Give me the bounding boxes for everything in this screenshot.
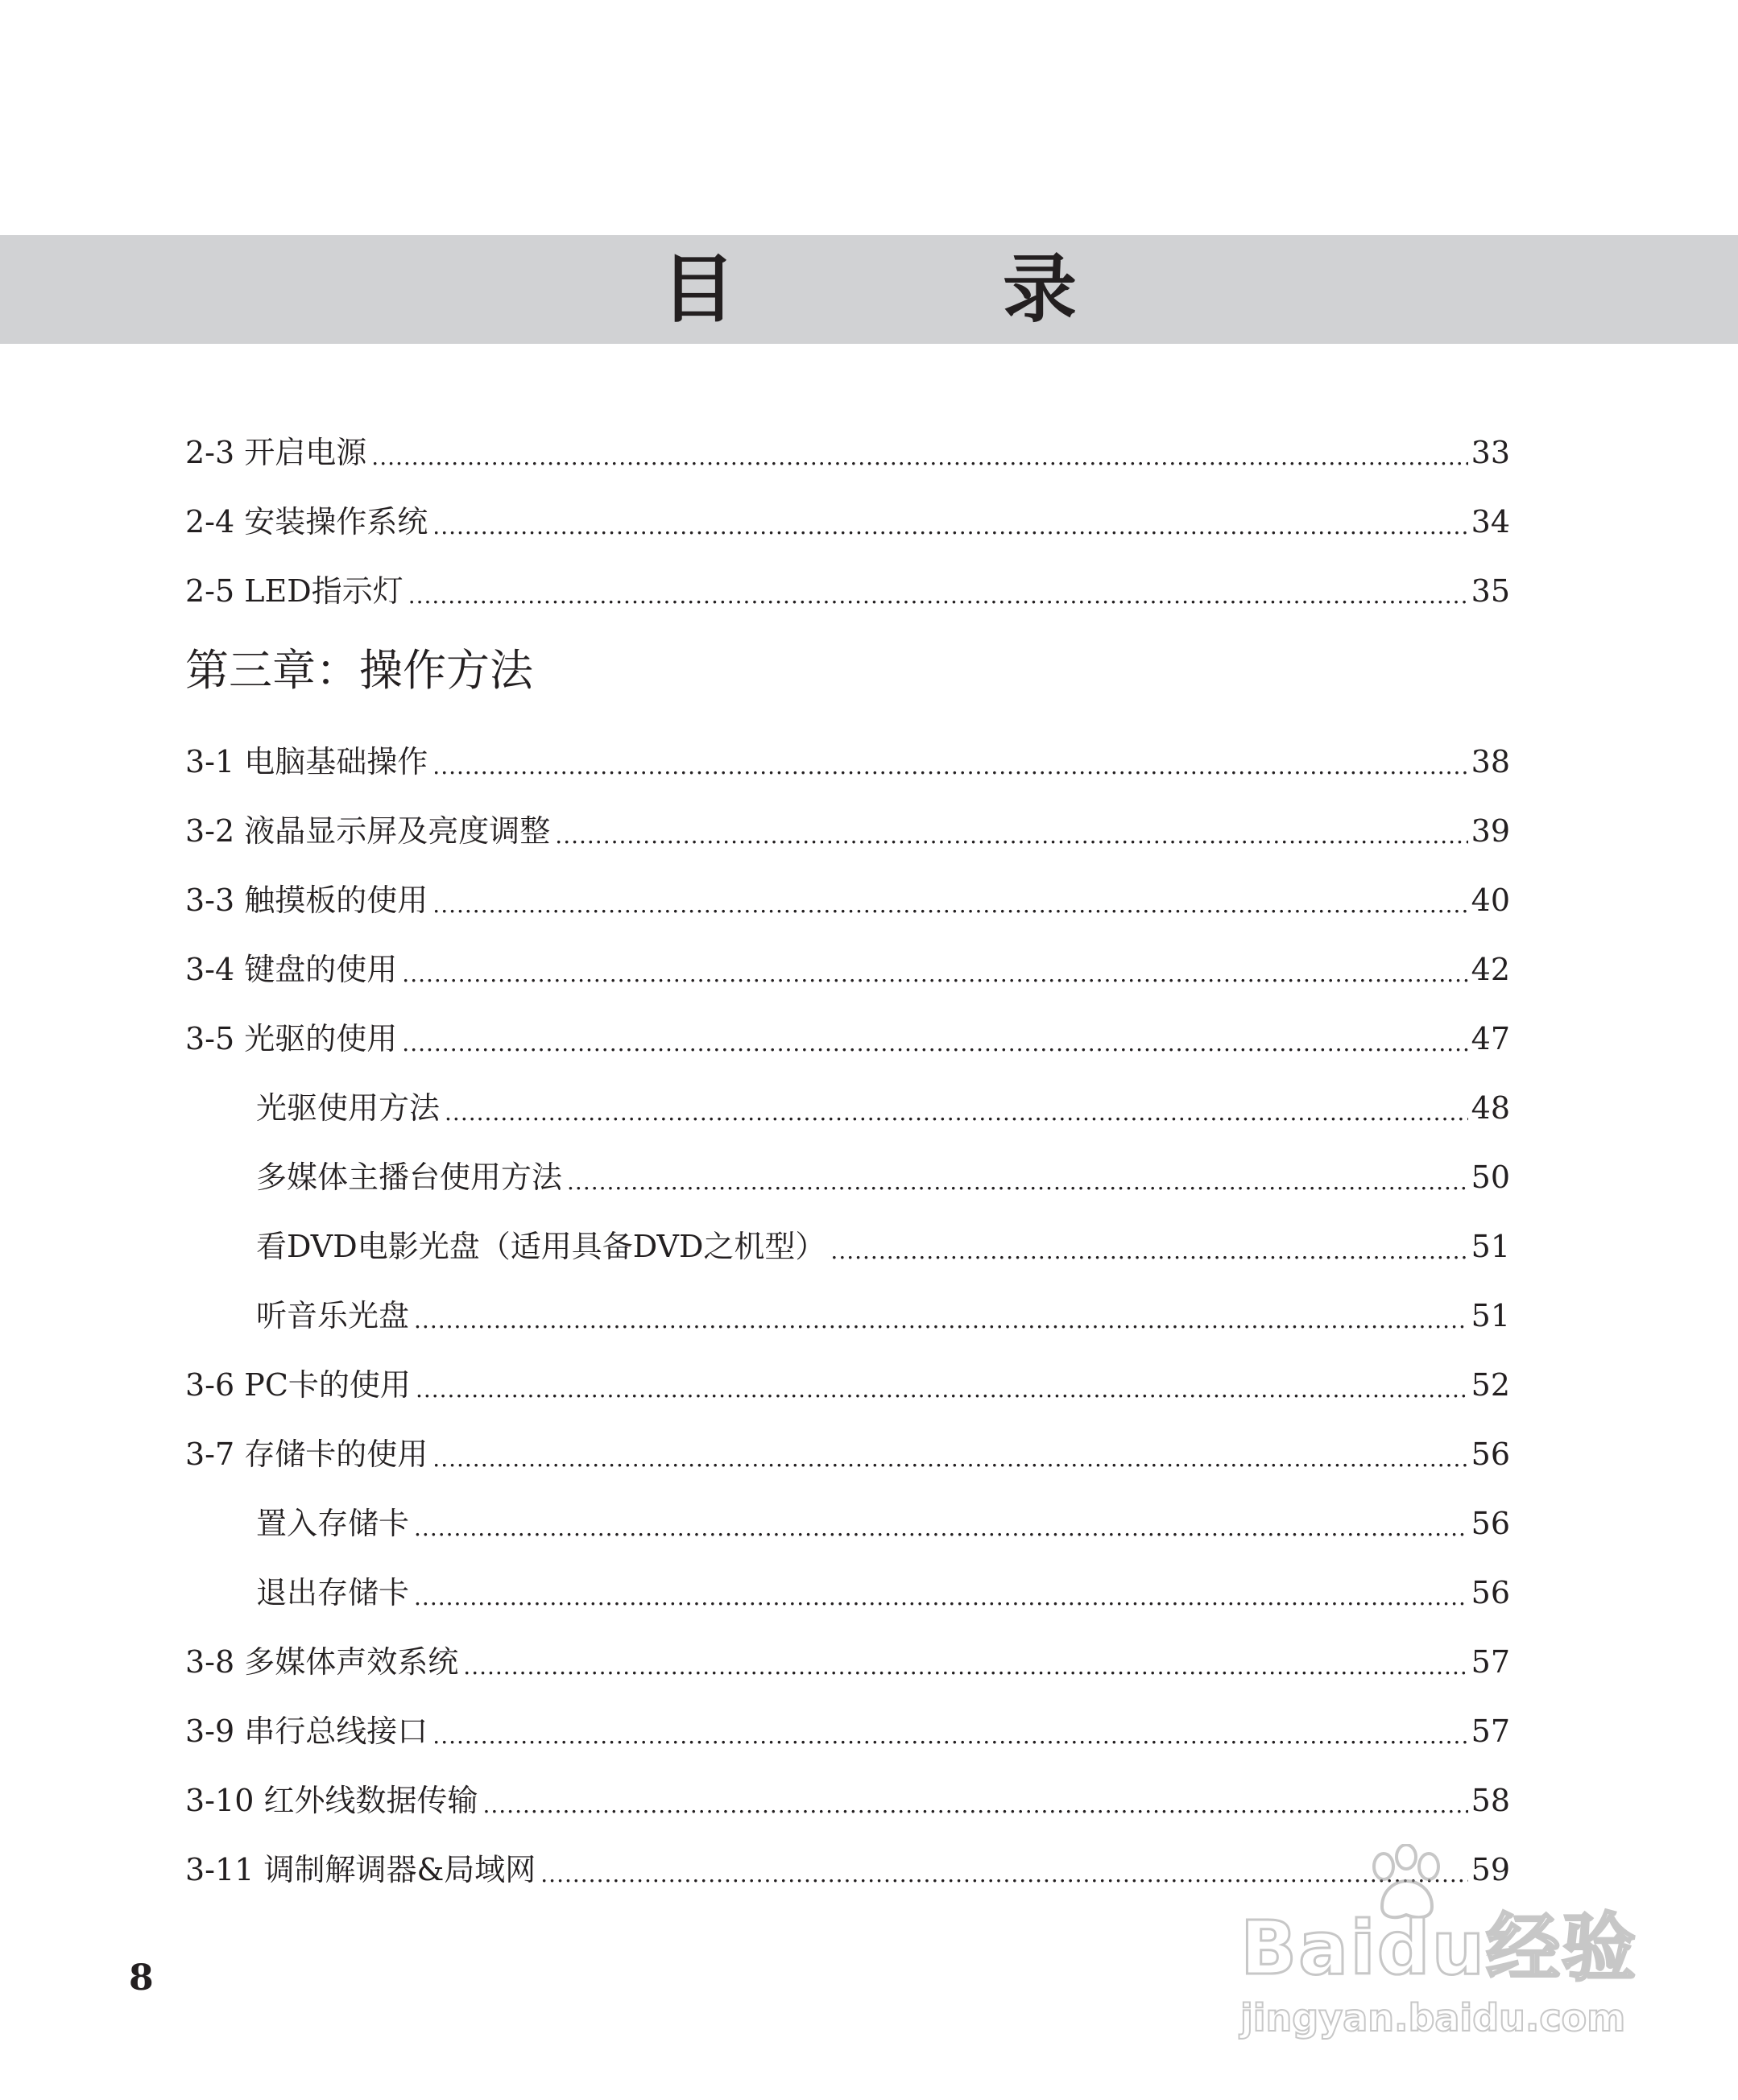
toc-entry-page: 52 <box>1471 1367 1510 1403</box>
page-title: 目 录 <box>660 246 1173 333</box>
toc-entry-page: 51 <box>1471 1229 1510 1264</box>
toc-entry-page: 47 <box>1471 1021 1510 1056</box>
dot-leader <box>416 1375 1468 1404</box>
toc-entry-label: 电脑基础操作 <box>244 744 428 779</box>
toc-entry-label: 键盘的使用 <box>244 952 398 987</box>
toc-entry-number: 3-10 <box>185 1783 264 1818</box>
toc-entry-page: 34 <box>1471 504 1510 539</box>
toc-entry <box>185 1681 1510 1751</box>
toc-entry <box>185 1543 1510 1612</box>
toc-entry-number: 3-9 <box>185 1713 245 1749</box>
toc-entry <box>185 1474 1510 1543</box>
toc-entry-label: 安装操作系统 <box>244 504 428 539</box>
toc-entry-label: 存储卡的使用 <box>244 1437 428 1472</box>
toc-entry-page: 58 <box>1471 1783 1510 1818</box>
toc-entry-label: 调制解调器&局域网 <box>263 1852 536 1887</box>
dot-leader <box>463 1652 1467 1681</box>
toc-entry <box>185 1197 1510 1266</box>
toc-entry-number: 2-3 <box>185 435 245 470</box>
page-number: 8 <box>129 1957 154 1999</box>
toc-top-list <box>185 403 1510 610</box>
toc-entry-number: 3-1 <box>185 744 245 779</box>
toc-entry <box>185 712 1510 781</box>
toc-entry-page: 48 <box>1471 1090 1510 1126</box>
toc-entry-number: 3-6 <box>185 1367 245 1403</box>
dot-leader <box>432 1445 1467 1474</box>
toc-entry-label: 红外线数据传输 <box>263 1783 478 1818</box>
toc-entry-label: 退出存储卡 <box>256 1575 410 1610</box>
chapter-heading: 第三章：操作方法 <box>185 645 533 696</box>
toc-entry-number: 2-4 <box>185 504 245 539</box>
dot-leader <box>482 1791 1467 1820</box>
toc-entry-label: LED指示灯 <box>244 573 403 609</box>
toc-entry-label: 光驱的使用 <box>244 1021 398 1056</box>
toc-entry-page: 56 <box>1471 1437 1510 1472</box>
toc-entry-label: 光驱使用方法 <box>256 1090 441 1126</box>
toc-entry-number: 2-5 <box>185 573 245 609</box>
toc-entry <box>185 541 1510 610</box>
toc-entry <box>185 1058 1510 1127</box>
dot-leader <box>408 581 1468 610</box>
toc-entry <box>185 1404 1510 1474</box>
toc-entry-page: 39 <box>1471 813 1510 849</box>
dot-leader <box>445 1098 1468 1127</box>
title-band <box>0 235 1738 344</box>
toc-entry <box>185 403 1510 472</box>
dot-leader <box>555 821 1467 850</box>
dot-leader <box>432 891 1467 920</box>
toc-entry <box>185 850 1510 920</box>
toc-entry-number: 3-2 <box>185 813 245 849</box>
toc-entry <box>185 989 1510 1058</box>
toc-entry <box>185 1751 1510 1820</box>
toc-entry <box>185 920 1510 989</box>
toc-entry-number: 3-8 <box>185 1644 245 1680</box>
dot-leader <box>432 752 1467 781</box>
toc-entry-page: 56 <box>1471 1506 1510 1541</box>
toc-entry-page: 33 <box>1471 435 1510 470</box>
toc-entry <box>185 1335 1510 1404</box>
toc-entry <box>185 1266 1510 1335</box>
toc-entry-label: PC卡的使用 <box>244 1367 411 1403</box>
toc-entry-page: 59 <box>1471 1852 1510 1887</box>
watermark-main-text: Baidu经验 <box>1240 1905 1638 1991</box>
toc-entry-label: 触摸板的使用 <box>244 883 428 918</box>
toc-entry <box>185 1612 1510 1681</box>
toc-entry-page: 51 <box>1471 1298 1510 1333</box>
toc-entry-number: 3-3 <box>185 883 245 918</box>
dot-leader <box>830 1237 1467 1266</box>
table-of-contents <box>185 403 1510 1889</box>
toc-entry-number: 3-5 <box>185 1021 245 1056</box>
toc-entry-label: 多媒体主播台使用方法 <box>256 1160 563 1195</box>
toc-entry-label: 看DVD电影光盘（适用具备DVD之机型） <box>256 1229 826 1264</box>
dot-leader <box>402 1029 1467 1058</box>
toc-entry-number: 3-4 <box>185 952 245 987</box>
toc-entry-label: 听音乐光盘 <box>256 1298 410 1333</box>
toc-entry-label: 液晶显示屏及亮度调整 <box>244 813 551 849</box>
dot-leader <box>432 512 1467 541</box>
toc-entry-page: 57 <box>1471 1713 1510 1749</box>
toc-entry-number: 3-11 <box>185 1852 264 1887</box>
toc-main-list <box>185 712 1510 1889</box>
toc-entry-page: 42 <box>1471 952 1510 987</box>
watermark-url: jingyan.baidu.com <box>1240 1996 1626 2040</box>
toc-entry-number: 3-7 <box>185 1437 245 1472</box>
toc-entry <box>185 1127 1510 1197</box>
toc-entry-label: 开启电源 <box>244 435 367 470</box>
toc-entry-label: 多媒体声效系统 <box>244 1644 459 1680</box>
toc-entry-page: 50 <box>1471 1160 1510 1195</box>
dot-leader <box>414 1583 1468 1612</box>
toc-entry-page: 38 <box>1471 744 1510 779</box>
toc-entry <box>185 781 1510 850</box>
dot-leader <box>371 443 1467 472</box>
dot-leader <box>414 1306 1468 1335</box>
toc-entry-page: 35 <box>1471 573 1510 609</box>
toc-entry-label: 串行总线接口 <box>244 1713 428 1749</box>
toc-entry-page: 40 <box>1471 883 1510 918</box>
toc-entry-page: 57 <box>1471 1644 1510 1680</box>
toc-entry <box>185 472 1510 541</box>
baidu-watermark <box>1224 1844 1643 2045</box>
dot-leader <box>402 960 1467 989</box>
dot-leader <box>567 1168 1468 1197</box>
toc-entry-page: 56 <box>1471 1575 1510 1610</box>
toc-entry-label: 置入存储卡 <box>256 1506 410 1541</box>
dot-leader <box>414 1514 1468 1543</box>
dot-leader <box>432 1722 1467 1751</box>
